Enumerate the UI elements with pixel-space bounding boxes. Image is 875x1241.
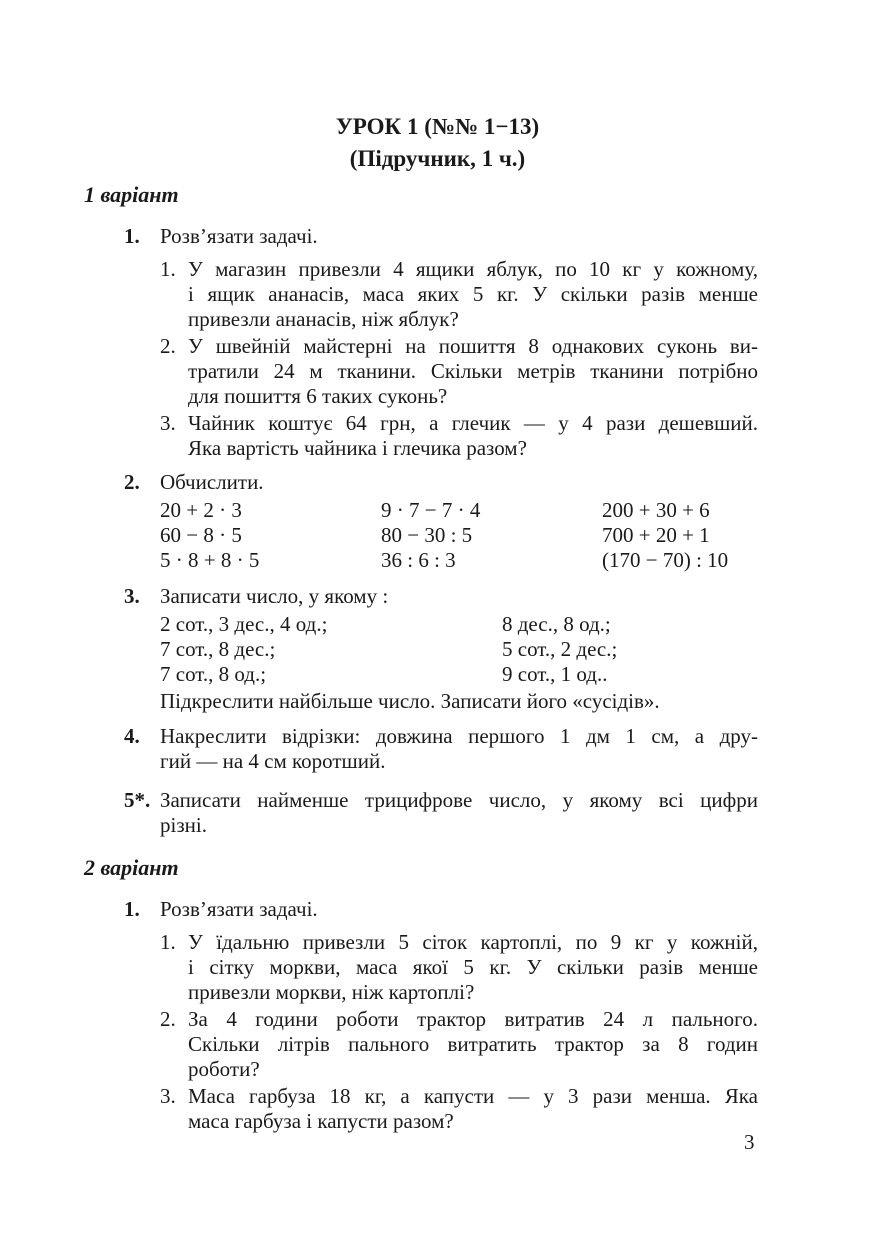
- v1-task2-text: Обчислити.: [160, 470, 264, 494]
- v2-problem1-line3: привезли моркви, ніж картоплі?: [188, 980, 475, 1004]
- v2-problem3-line1: Маса гарбуза 18 кг, а капусти — у 3 рази менша. Яка: [188, 1084, 758, 1108]
- digit-spec: 2 сот., 3 дес., 4 од.;: [160, 612, 328, 636]
- v1-problem2-line1: У швейній майстерні на пошиття 8 однакових суконь ви-: [188, 334, 758, 358]
- v1-problem3-number: 3.: [160, 411, 176, 435]
- lesson-subtitle: (Підручник, 1 ч.): [349, 146, 526, 171]
- v1-task3-note: Підкреслити найбільше число. Записати його «сусідів».: [160, 689, 660, 713]
- digit-spec: 9 сот., 1 од..: [502, 662, 608, 686]
- v2-problem1-line2: і сітку моркви, маса якої 5 кг. У скільки разів менше: [188, 955, 758, 979]
- expression: 60 − 8 · 5: [160, 523, 242, 547]
- v1-task1-text: Розв’язати задачі.: [160, 224, 318, 248]
- expression: 200 + 30 + 6: [602, 498, 710, 522]
- v1-problem3-line2: Яка вартість чайника і глечика разом?: [188, 436, 527, 460]
- v2-problem2-number: 2.: [160, 1007, 176, 1031]
- v2-task1-text: Розв’язати задачі.: [160, 897, 318, 921]
- v1-problem2-line2: тратили 24 м тканини. Скільки метрів тканини потрібно: [188, 359, 758, 383]
- v1-problem1-line1: У магазин привезли 4 ящики яблук, по 10 кг у кожному,: [188, 257, 758, 281]
- digit-spec: 7 сот., 8 од.;: [160, 662, 267, 686]
- v2-problem2-line3: роботи?: [188, 1057, 260, 1081]
- v2-problem2-line2: Скільки літрів пального витратить трактор за 8 годин: [188, 1032, 758, 1056]
- v1-task1-number: 1.: [124, 224, 140, 248]
- v2-problem1-line1: У їдальню привезли 5 сіток картоплі, по 9 кг у кожній,: [188, 930, 758, 954]
- v1-problem2-line3: для пошиття 6 таких суконь?: [188, 384, 448, 408]
- expression: (170 − 70) : 10: [602, 548, 729, 572]
- expression: 20 + 2 · 3: [160, 498, 242, 522]
- v1-task4-line1: Накреслити відрізки: довжина першого 1 дм 1 см, а дру-: [160, 724, 758, 748]
- v2-problem3-number: 3.: [160, 1084, 176, 1108]
- digit-spec: 5 сот., 2 дес.;: [502, 637, 618, 661]
- v1-problem1-line3: привезли ананасів, ніж яблук?: [188, 307, 459, 331]
- lesson-title: УРОК 1 (№№ 1−13): [335, 114, 540, 139]
- expression: 36 : 6 : 3: [381, 548, 456, 572]
- v2-problem2-line1: За 4 години роботи трактор витратив 24 л пального.: [188, 1007, 758, 1031]
- v1-problem3-line1: Чайник коштує 64 грн, а глечик — у 4 рази дешевший.: [188, 411, 758, 435]
- variant-1-heading: 1 варіант: [84, 182, 179, 207]
- v2-task1-number: 1.: [124, 897, 140, 921]
- expression: 700 + 20 + 1: [602, 523, 710, 547]
- v1-task3-number: 3.: [124, 584, 140, 608]
- v2-problem1-number: 1.: [160, 930, 176, 954]
- v1-task5-number: 5*.: [124, 788, 151, 812]
- v1-task3-text: Записати число, у якому :: [160, 584, 389, 608]
- v1-task5-line2: різні.: [160, 813, 207, 837]
- expression: 5 · 8 + 8 · 5: [160, 548, 260, 572]
- v1-task4-number: 4.: [124, 724, 140, 748]
- variant-2-heading: 2 варіант: [84, 855, 179, 880]
- v1-task4-line2: гий — на 4 см коротший.: [160, 749, 386, 773]
- v1-problem2-number: 2.: [160, 334, 176, 358]
- digit-spec: 7 сот., 8 дес.;: [160, 637, 276, 661]
- v1-task2-number: 2.: [124, 470, 140, 494]
- v1-task5-line1: Записати найменше трицифрове число, у якому всі цифри: [160, 788, 758, 812]
- v1-problem1-line2: і ящик ананасів, маса яких 5 кг. У скільки разів менше: [188, 282, 758, 306]
- digit-spec: 8 дес., 8 од.;: [502, 612, 611, 636]
- v2-problem3-line2: маса гарбуза і капусти разом?: [188, 1109, 454, 1133]
- expression: 9 · 7 − 7 · 4: [381, 498, 481, 522]
- v1-problem1-number: 1.: [160, 257, 176, 281]
- expression: 80 − 30 : 5: [381, 523, 473, 547]
- page-number: 3: [744, 1130, 755, 1154]
